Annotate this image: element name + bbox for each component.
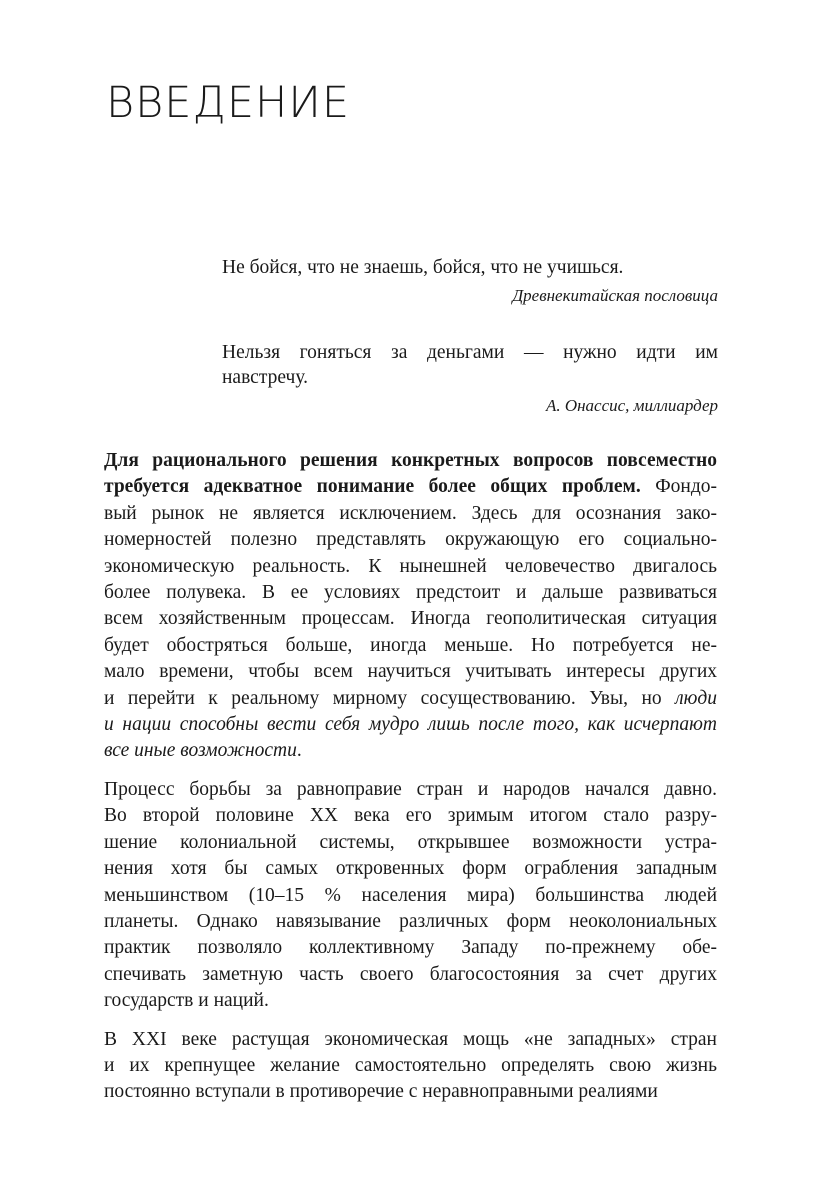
epigraph-2 xyxy=(222,340,718,417)
text-run: экономическую реальность. К нынешней человечество двигалось xyxy=(104,555,717,577)
text-line xyxy=(104,474,717,500)
text-run: спечивать заметную часть своего благосостояния за счет других xyxy=(104,963,717,985)
epigraph-author: А. Онассис, миллиардер xyxy=(545,396,718,415)
text-run: и их крепнущее желание самостоятельно определять свою жизнь xyxy=(104,1054,717,1076)
text-run: постоянно вступали в противоречие с неравноправными реалиями xyxy=(104,1081,658,1103)
text-run: номерностей полезно представлять окружающую его социально- xyxy=(104,529,717,551)
text-line xyxy=(104,686,717,712)
body-text xyxy=(104,448,717,1118)
text-run: и перейти к реальному мирному сосуществованию. Увы, но xyxy=(104,687,676,709)
text-run: нения хотя бы самых откровенных форм ограбления западным xyxy=(104,858,717,880)
text-run: В XXI веке растущая экономическая мощь «не западных» стран xyxy=(104,1028,717,1050)
text-line xyxy=(104,935,717,961)
text-line xyxy=(104,1027,717,1053)
text-run: меньшинством (10–15 % населения мира) большинства людей xyxy=(104,884,717,906)
text-line xyxy=(104,1053,717,1079)
text-line xyxy=(104,633,717,659)
bold-text: требуется адекватное понимание более общих проблем. xyxy=(104,476,641,498)
epigraph-line: навстречу. xyxy=(222,367,308,388)
italic-text: люди xyxy=(675,687,717,709)
text-run: практик позволяло коллективному Западу по-прежнему обе- xyxy=(104,937,717,959)
text-run: будет обостряться больше, иногда меньше. Но потребуется не- xyxy=(104,634,717,656)
text-line xyxy=(104,554,717,580)
text-line xyxy=(104,659,717,685)
epigraph-text xyxy=(222,340,718,390)
bold-text: Для рационального решения конкретных вопросов повсеместно xyxy=(104,450,717,471)
text-line xyxy=(104,712,717,738)
text-line xyxy=(104,830,717,856)
text-run: более полувека. В ее условиях предстоит и дальше развиваться xyxy=(104,582,717,604)
epigraph-text xyxy=(222,255,718,280)
text-run: Процесс борьбы за равноправие стран и народов начался давно. xyxy=(104,778,717,800)
epigraph-line: Нельзя гоняться за деньгами — нужно идти им xyxy=(222,342,718,363)
body-paragraph xyxy=(104,1027,717,1106)
text-run: государств и наций. xyxy=(104,990,269,1012)
text-run: планеты. Однако навязывание различных форм неоколониальных xyxy=(104,910,717,932)
text-run: вый рынок не является исключением. Здесь для осознания зако- xyxy=(104,502,717,524)
epigraph-line: Не бойся, что не знаешь, бойся, что не учишься. xyxy=(222,257,624,278)
text-run: Во второй половине XX века его зримым итогом стало разру- xyxy=(104,805,717,827)
text-line xyxy=(104,448,717,474)
italic-text: все иные возможности xyxy=(104,740,297,762)
body-paragraph xyxy=(104,777,717,1015)
text-line xyxy=(104,1079,717,1105)
text-line xyxy=(104,856,717,882)
text-run: всем хозяйственным процессам. Иногда геополитическая ситуация xyxy=(104,608,717,630)
italic-text: и нации способны вести себя мудро лишь после того, как исчерпают xyxy=(104,714,717,736)
text-line xyxy=(104,803,717,829)
text-line xyxy=(104,501,717,527)
chapter-title: ВВЕДЕНИЕ xyxy=(106,78,350,128)
text-run: Фондо- xyxy=(640,476,717,498)
text-line xyxy=(104,883,717,909)
text-line xyxy=(104,962,717,988)
text-line xyxy=(104,738,717,764)
body-paragraph xyxy=(104,448,717,765)
text-line xyxy=(104,580,717,606)
text-run: мало времени, чтобы всем научиться учитывать интересы других xyxy=(104,661,717,683)
epigraph-1 xyxy=(222,255,718,307)
text-line xyxy=(104,777,717,803)
text-run: . xyxy=(296,740,302,762)
text-run: шение колониальной системы, открывшее возможности устра- xyxy=(104,831,717,853)
text-line xyxy=(104,909,717,935)
epigraph-author: Древнекитайская пословица xyxy=(512,286,718,305)
text-line xyxy=(104,527,717,553)
text-line xyxy=(104,988,717,1014)
text-line xyxy=(104,606,717,632)
